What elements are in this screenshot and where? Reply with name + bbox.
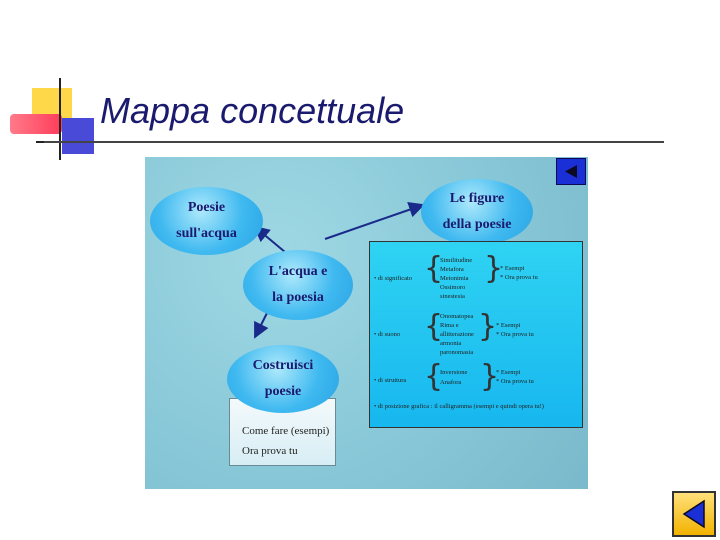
row2-note-1: * Esempi [496, 322, 521, 329]
row3-note-2: * Ora prova tu [496, 378, 534, 385]
row1-item-2: Metafora [440, 266, 464, 273]
node-poesie-acqua-line1: Poesie [187, 200, 226, 215]
row2-brace-close: } [478, 309, 498, 344]
back-arrow-icon [674, 493, 714, 535]
row1-item-5: sinestesia [440, 293, 465, 300]
row1-label: • di significato [374, 275, 413, 282]
node-poesie-acqua [150, 187, 263, 255]
row1-note-1: * Esempi [500, 265, 525, 272]
row3-brace-open: { [424, 359, 444, 394]
row3-label: • di struttura [374, 377, 407, 384]
row4-text: • di posizione grafica : il calligramma (esempi e quindi opera tu!) [374, 403, 544, 410]
row3-note-1: * Esempi [496, 369, 521, 376]
row3-brace-close: } [480, 359, 500, 394]
node-acqua-poesia-line1: L'acqua e [268, 264, 328, 279]
arrow-to-figure-poesie [325, 205, 423, 239]
lower-panel-line2: Ora prova tu [242, 445, 298, 457]
concept-map-image [145, 157, 588, 489]
row1-item-4: Ossimoro [440, 284, 466, 291]
slide-title: Mappa concettuale [100, 90, 405, 131]
row1-brace-open: { [424, 251, 444, 286]
row3-item-2: Anafora [440, 379, 462, 386]
title-underline [44, 141, 664, 143]
node-acqua-poesia-line2: la poesia [272, 290, 324, 305]
row2-item-4: armonia [440, 340, 462, 347]
back-arrow-icon [557, 159, 585, 184]
row2-item-5: paronomasia [440, 349, 474, 356]
back-nav-button-bottom[interactable] [672, 491, 716, 537]
row2-label: • di suono [374, 331, 401, 338]
node-figure-poesie-line2: della poesie [442, 217, 512, 232]
row1-item-1: Similitudine [440, 257, 473, 264]
node-costruisci-line1: Costruisci [252, 358, 314, 373]
row2-item-3: allitterazione [440, 331, 474, 338]
decorative-blue-square [62, 118, 94, 154]
node-figure-poesie [421, 179, 533, 245]
node-costruisci [227, 345, 339, 413]
back-nav-button-top[interactable] [556, 158, 586, 185]
row1-brace-close: } [484, 251, 504, 286]
row2-brace-open: { [424, 309, 444, 344]
node-costruisci-line2: poesie [264, 384, 302, 399]
node-poesie-acqua-line2: sull'acqua [176, 226, 237, 241]
figures-box [369, 241, 583, 428]
row3-item-1: Inversione [440, 369, 468, 376]
decorative-red-bar [10, 114, 62, 134]
row2-item-1: Onomatopea [440, 313, 474, 320]
row2-item-2: Rima e [440, 322, 459, 329]
node-acqua-poesia [243, 250, 353, 320]
row1-item-3: Metonimia [440, 275, 469, 282]
node-figure-poesie-line1: Le figure [449, 191, 505, 206]
row2-note-2: * Ora prova tu [496, 331, 534, 338]
decorative-vertical-line [59, 78, 61, 160]
lower-panel-line1: Come fare (esempi) [242, 425, 330, 437]
row1-note-2: * Ora prova tu [500, 274, 538, 281]
